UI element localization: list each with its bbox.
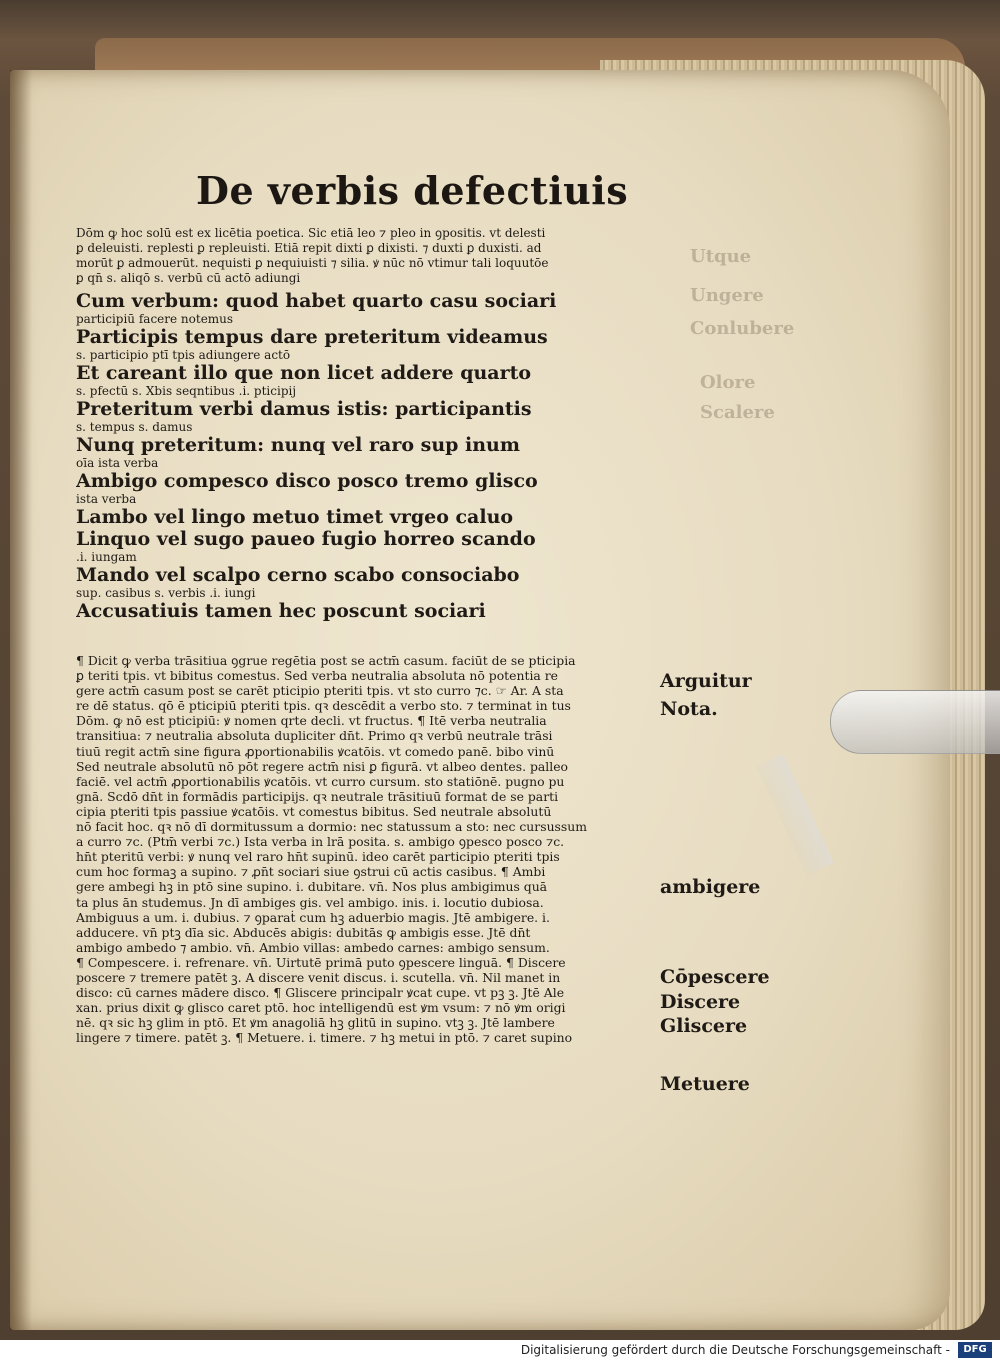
verse-gloss: s. tempus s. damus (76, 420, 193, 434)
show-through-text: Olore (700, 372, 756, 393)
commentary-line: cipia pteriti tpis passiue ꝟcatōis. vt comestus bibitus. Sed neutrale absolutū (76, 803, 552, 819)
page-clip (830, 690, 1000, 754)
intro-line: morūt ꝑ admouerūt. nequisti ꝑ nequiuisti ⁊ silia. ꝟ nūc nō vtimur tali loquutōe (76, 256, 549, 270)
verse-line: Linquo vel sugo paueo fugio horreo scando (76, 528, 536, 550)
verse-gloss: s. pfectū s. Xbis seqntibus .i. pticipij (76, 384, 297, 398)
verse-line: Mando vel scalpo cerno scabo consociabo (76, 564, 520, 586)
verse-gloss: .i. iungam (76, 550, 137, 564)
commentary-line: poscere ⁊ tremere patēt ꝫ. A discere venit discus. i. scutella. vn̄. Nil manet in (76, 969, 561, 985)
commentary-line: re dē status. qō ē pticipiū pteriti tpis. qꝛ descēdit a verbo sto. ⁊ terminat in tus (76, 698, 571, 714)
commentary-line: nō facit hoc. qꝛ nō dī dormitussum a dormio: nec statussum a sto: nec cursussum (76, 819, 587, 835)
commentary-line: gnā. Scdō dn̄t in formādis participijs. qꝛ neutrale trāsitiuū format de se parti (76, 788, 559, 804)
margin-note: Gliscere (660, 1015, 748, 1037)
verse-line: Ambigo compesco disco posco tremo glisco (76, 470, 538, 492)
show-through-text: Scalere (700, 402, 775, 423)
intro-line: ꝑ deleuisti. replesti ꝑ repleuisti. Etiā repit dixti ꝑ dixisti. ⁊ duxti ꝑ duxisti. ad (76, 241, 542, 255)
commentary-line: nē. qꝛ sic hꝫ glim in ptō. Et ꝟm anagoliā hꝫ glitū in supino. vtꝫ ꝫ. Jtē lambere (76, 1015, 555, 1031)
intro-line: ꝑ qn̄ s. aliqō s. verbū cū actō adiungi (76, 271, 301, 285)
verse-block (76, 290, 666, 622)
footer-credit: Digitalisierung gefördert durch die Deutsche Forschungsgemeinschaft - (520, 1343, 950, 1357)
commentary-line: ambigo ambedo ⁊ ambio. vn̄. Ambio villas: ambedo carnes: ambigo sensum. (76, 939, 550, 955)
commentary-line: gere actm̄ casum post se carēt pticipio pteriti tpis. vt sto curro ⁊c. ☞ Ar. A sta (76, 683, 564, 699)
show-through-text: Utque (690, 246, 752, 267)
intro-block (76, 226, 666, 286)
verse-gloss: sup. casibus s. verbis .i. iungi (76, 586, 256, 600)
margin-note: Cōpescere (660, 966, 770, 988)
verse-gloss: s. participio ptī tpis adiungere actō (76, 348, 291, 362)
page-gutter-shadow (10, 70, 32, 1330)
show-through-text: Conlubere (690, 318, 795, 339)
verse-gloss: oīa ista verba (76, 456, 159, 470)
commentary-line: transitiua: ⁊ neutralia absoluta dupliciter dn̄t. Primo qꝛ verbū neutrale trāsi (76, 728, 553, 744)
commentary-line: cum hoc formaꝫ a supino. ⁊ ꝓn̄t sociari siue ꝯstrui cū actis casibus. ¶ Ambi (76, 864, 546, 880)
commentary-line: xan. prius dixit ꝙ glisco caret ptō. hoc intelligendū est ꝟm vsum: ⁊ nō ꝟm origi (76, 1000, 566, 1016)
margin-note: Nota. (660, 698, 718, 720)
margin-note: Metuere (660, 1073, 750, 1095)
verse-line: Lambo vel lingo metuo timet vrgeo caluo (76, 506, 514, 528)
verse-line: Et careant illo que non licet addere quarto (76, 362, 532, 384)
intro-line: Dōm ꝙ hoc solū est ex licētia poetica. Sic etiā leo ⁊ pleo in ꝯpositis. vt delesti (76, 226, 546, 240)
commentary-line: gere ambegi hꝫ in ptō sine supino. i. dubitare. vn̄. Nos plus ambigimus quā (76, 879, 548, 895)
commentary-line: tiuū regit actm̄ sine figura ꝓportionabilis ꝟcatōis. vt comedo panē. bibo vinū (76, 743, 555, 759)
commentary-block (76, 653, 666, 1045)
commentary-line: a curro ⁊c. (Ptm̄ verbi ⁊c.) Ista verba in lrā posita. s. ambigo ꝯpesco posco ⁊c. (76, 834, 565, 850)
verse-line: Participis tempus dare preteritum videamus (76, 326, 548, 348)
verse-gloss: ista verba (76, 492, 137, 506)
margin-note: Discere (660, 991, 741, 1013)
verse-gloss: participiū facere notemus (76, 312, 234, 326)
commentary-line: ta plus ān studemus. Jn dī ambiges gis. vel ambigo. inis. i. locutio dubiosa. (76, 894, 544, 910)
margin-note: Arguitur (660, 670, 752, 692)
verse-line: Preteritum verbi damus istis: participantis (76, 398, 532, 420)
commentary-line: adducere. vn̄ ptꝫ dīa sic. Abducēs abigis: dubitās ꝙ ambigis esse. Jtē dn̄t (76, 924, 531, 940)
commentary-line: ¶ Compescere. i. refrenare. vn̄. Uirtutē primā puto ꝯpescere linguā. ¶ Discere (76, 954, 566, 970)
commentary-line: faciē. vel actm̄ ꝓportionabilis ꝟcatōis. vt curro cursum. sto statiōnē. pugno pu (76, 773, 565, 789)
verse-line: Nunq preteritum: nunq vel raro sup inum (76, 434, 520, 456)
commentary-line: ¶ Dicit ꝙ verba trāsitiua ꝯgrue regētia post se actm̄ casum. faciūt de se pticipia (76, 653, 576, 668)
commentary-line: lingere ⁊ timere. patēt ꝫ. ¶ Metuere. i. timere. ⁊ hꝫ metui in ptō. ⁊ caret supino (76, 1030, 573, 1046)
commentary-line: ꝑ teriti tpis. vt bibitus comestus. Sed verba neutralia absoluta nō potentia re (76, 668, 559, 684)
page-heading: De verbis defectiuis (196, 168, 629, 213)
margin-note: ambigere (660, 876, 761, 898)
commentary-line: Sed neutrale absolutū nō pōt regere actm̄ nisi ꝑ figurā. vt albeo dentes. palleo (76, 758, 569, 774)
commentary-line: disco: cū carnes mādere disco. ¶ Gliscere principalr ꝟcat cupe. vt pꝫ ꝫ. Jtē Ale (76, 985, 565, 1001)
commentary-line: hn̄t pteritū verbi: ꝟ nunq vel raro hn̄t supinū. ideo carēt participio pteriti tpis (76, 849, 560, 865)
commentary-line: Dōm. ꝙ nō est pticipiū: ꝟ nomen qrte decli. vt fructus. ¶ Itē verba neutralia (76, 713, 547, 729)
verse-line: Accusatiuis tamen hec poscunt sociari (76, 600, 486, 622)
verse-line: Cum verbum: quod habet quarto casu sociari (76, 290, 557, 312)
commentary-line: Ambiguus a um. i. dubius. ⁊ ꝯparaṫ cum hꝫ aduerbio magis. Jtē ambigere. i. (76, 909, 550, 925)
dfg-logo: DFG (958, 1342, 992, 1358)
show-through-text: Ungere (690, 285, 764, 306)
footer-bar (0, 1340, 1000, 1361)
